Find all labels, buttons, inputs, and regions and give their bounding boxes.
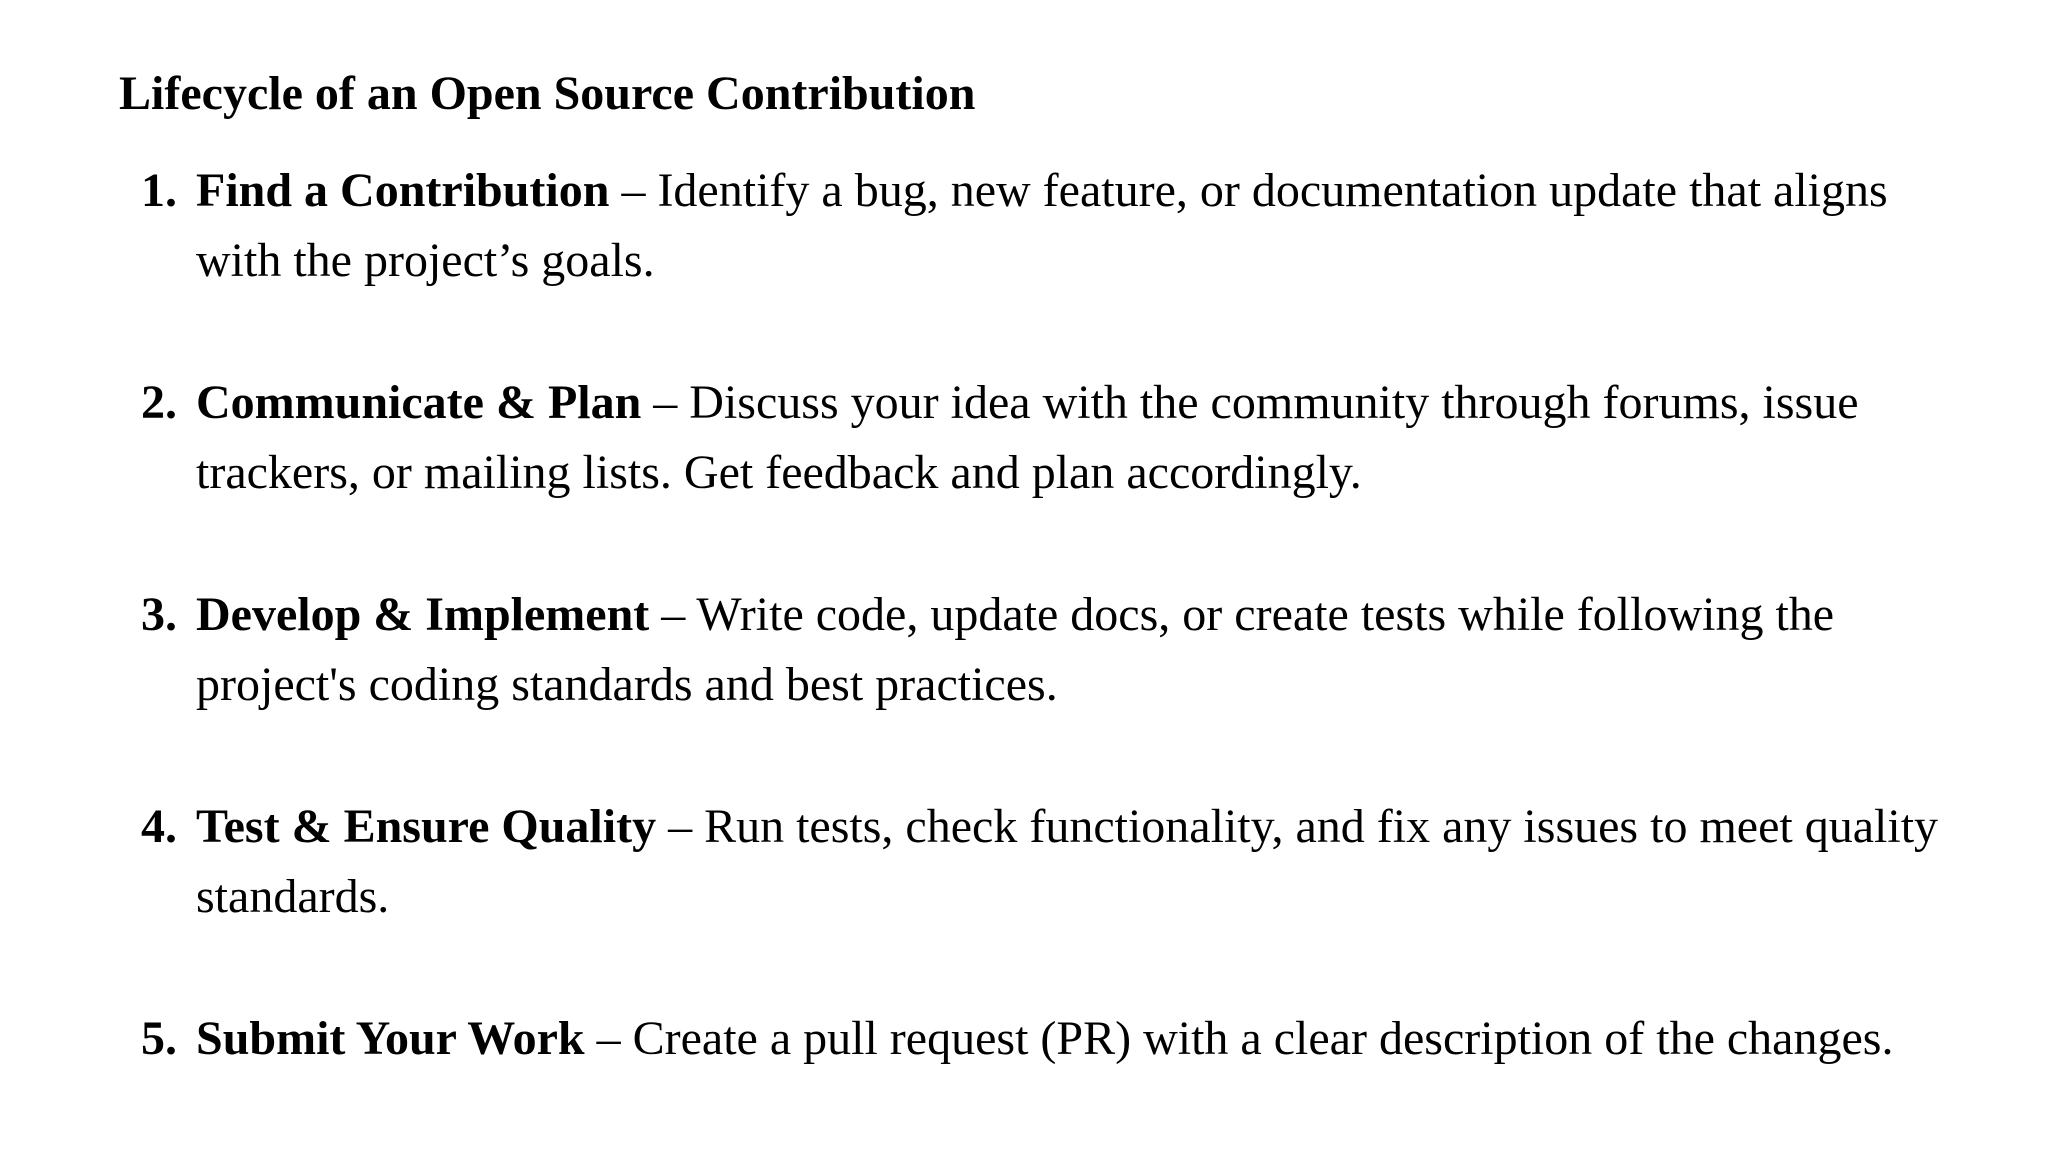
step-name: Find a Contribution (196, 164, 610, 217)
list-item-develop-implement (119, 580, 2048, 720)
step-separator: – (584, 1012, 633, 1065)
step-separator: – (656, 800, 705, 853)
list-item-communicate-plan (119, 368, 2048, 508)
step-description: Discuss your idea with the community through forums, issue trackers, or mailing lists. Get feedback and plan accordingly. (196, 376, 1859, 499)
step-name: Test & Ensure Quality (196, 800, 657, 853)
step-text (196, 580, 1956, 720)
step-separator: – (641, 376, 690, 429)
step-text (196, 1004, 1956, 1074)
step-number: 2. (141, 376, 177, 429)
step-separator: – (609, 164, 658, 217)
steps-list (119, 156, 2048, 1074)
step-name: Develop & Implement (196, 588, 650, 641)
list-item-find-contribution (119, 156, 2048, 296)
step-text (196, 368, 1956, 508)
step-separator: – (649, 588, 697, 641)
step-number: 1. (141, 164, 177, 217)
list-item-test-quality (119, 792, 2048, 932)
step-number: 3. (141, 588, 177, 641)
step-text (196, 792, 1956, 932)
step-number: 5. (141, 1012, 177, 1065)
list-item-submit-work (119, 1004, 2048, 1074)
step-name: Communicate & Plan (196, 376, 642, 429)
step-text (196, 156, 1956, 296)
document-title: Lifecycle of an Open Source Contribution (119, 67, 976, 120)
step-description: Identify a bug, new feature, or documentation update that aligns with the project’s goals. (196, 164, 1888, 287)
step-description: Write code, update docs, or create tests while following the project's coding standards and best practices. (196, 588, 1835, 711)
step-number: 4. (141, 800, 177, 853)
step-description: Run tests, check functionality, and fix any issues to meet quality standards. (196, 800, 1939, 923)
step-description: Create a pull request (PR) with a clear description of the changes. (632, 1012, 1894, 1065)
step-name: Submit Your Work (196, 1012, 585, 1065)
